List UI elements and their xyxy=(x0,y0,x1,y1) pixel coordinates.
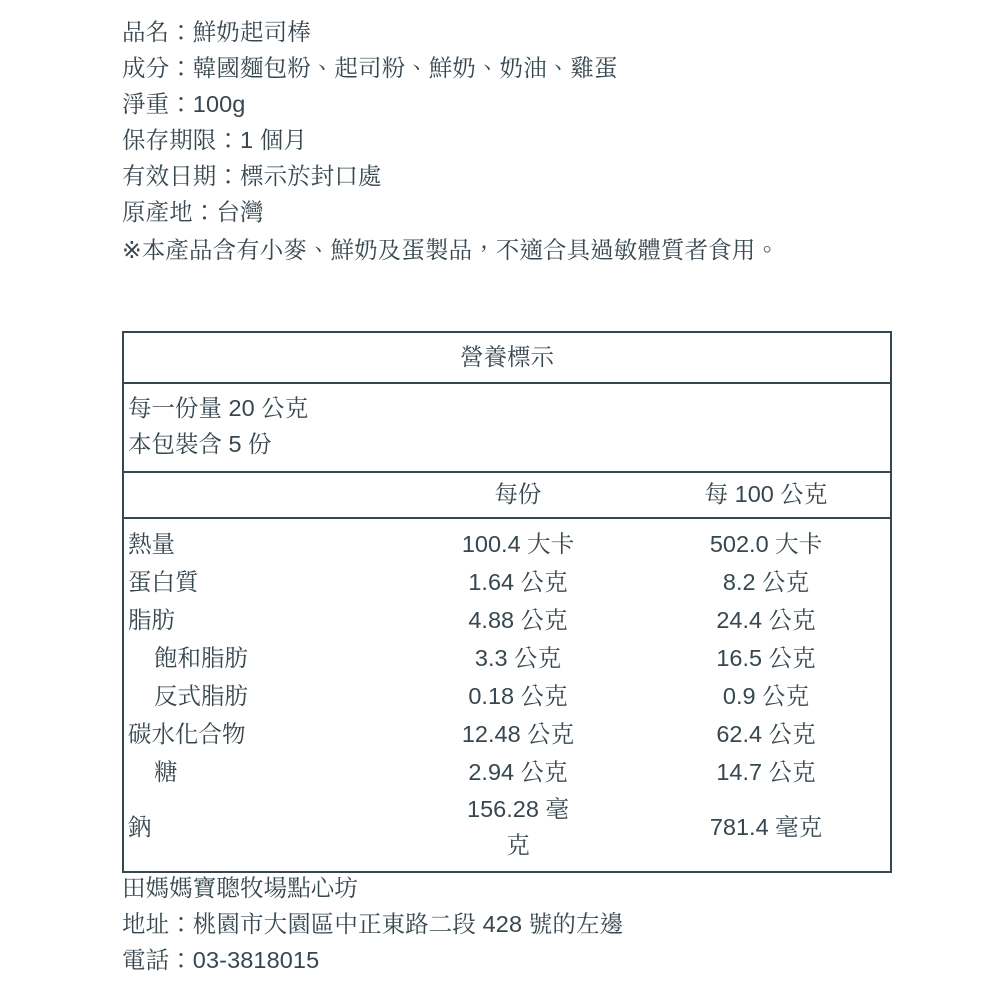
nutrient-name: 碳水化合物 xyxy=(128,721,246,747)
serving-size-text: 每一份量 20 公克 xyxy=(128,394,309,421)
net-weight-line: 淨重：100g xyxy=(122,91,246,117)
nutrient-name: 糖 xyxy=(154,759,178,785)
nutrient-value-per-serving: 12.48 公克 xyxy=(461,721,575,747)
nutrient-value-per-100g: 8.2 公克 xyxy=(722,569,810,595)
nutrient-value-per-100g: 24.4 公克 xyxy=(716,607,816,633)
nutrient-value-per-100g: 502.0 大卡 xyxy=(709,531,823,557)
product-info-block xyxy=(122,14,912,269)
nutrient-value-per-100g: 781.4 毫克 xyxy=(709,814,823,840)
nutrient-value-per-100g: 16.5 公克 xyxy=(716,645,816,671)
column-header-per-100g: 每 100 公克 xyxy=(704,480,828,507)
nutrient-row xyxy=(124,525,890,563)
nutrition-facts-table xyxy=(122,331,892,873)
nutrient-value-per-serving: 2.94 公克 xyxy=(468,759,568,785)
nutrient-value-per-serving: 4.88 公克 xyxy=(468,607,568,633)
column-header-nutrient xyxy=(124,473,394,518)
product-name-line: 品名：鮮奶起司棒 xyxy=(122,19,311,45)
nutrient-row xyxy=(124,715,890,753)
expiry-date-line: 有效日期：標示於封口處 xyxy=(122,163,382,189)
allergen-notice: ※本產品含有小麥、鮮奶及蛋製品，不適合具過敏體質者食用。 xyxy=(122,237,779,263)
nutrition-table-title: 營養標示 xyxy=(124,333,890,384)
nutrient-row xyxy=(124,791,890,863)
vendor-phone: 電話：03-3818015 xyxy=(122,947,320,973)
nutrient-row xyxy=(124,601,890,639)
vendor-name: 田媽媽寶聰牧場點心坊 xyxy=(122,875,358,901)
nutrient-value-per-100g: 0.9 公克 xyxy=(722,683,810,709)
shelf-life-line: 保存期限：1 個月 xyxy=(122,127,307,153)
nutrient-value-per-serving: 1.64 公克 xyxy=(468,569,568,595)
table-column-headers xyxy=(124,473,890,520)
nutrient-name: 反式脂肪 xyxy=(154,683,248,709)
nutrient-row xyxy=(124,753,890,791)
nutrient-row xyxy=(124,563,890,601)
servings-per-pack-text: 本包裝含 5 份 xyxy=(128,430,272,457)
nutrient-row xyxy=(124,639,890,677)
nutrient-value-per-serving: 0.18 公克 xyxy=(468,683,568,709)
vendor-address: 地址：桃園市大園區中正東路二段 428 號的左邊 xyxy=(122,911,624,937)
nutrient-value-per-serving: 100.4 大卡 xyxy=(461,531,575,557)
nutrient-name: 蛋白質 xyxy=(128,569,199,595)
nutrient-value-per-100g: 62.4 公克 xyxy=(716,721,816,747)
ingredients-line: 成分：韓國麵包粉、起司粉、鮮奶、奶油、雞蛋 xyxy=(122,55,618,81)
nutrient-row xyxy=(124,677,890,715)
nutrient-value-per-serving: 156.28 毫克 xyxy=(467,796,569,858)
nutrient-name: 熱量 xyxy=(128,531,175,557)
column-header-per-serving: 每份 xyxy=(494,480,542,507)
nutrient-name: 脂肪 xyxy=(128,607,175,633)
origin-line: 原產地：台灣 xyxy=(122,199,264,225)
vendor-info-block xyxy=(122,870,922,978)
nutrient-value-per-serving: 3.3 公克 xyxy=(474,645,562,671)
serving-info-section xyxy=(124,384,890,473)
nutrient-rows-body xyxy=(124,519,890,871)
nutrient-value-per-100g: 14.7 公克 xyxy=(716,759,816,785)
nutrient-name: 飽和脂肪 xyxy=(154,645,248,671)
nutrient-name: 鈉 xyxy=(128,814,152,840)
